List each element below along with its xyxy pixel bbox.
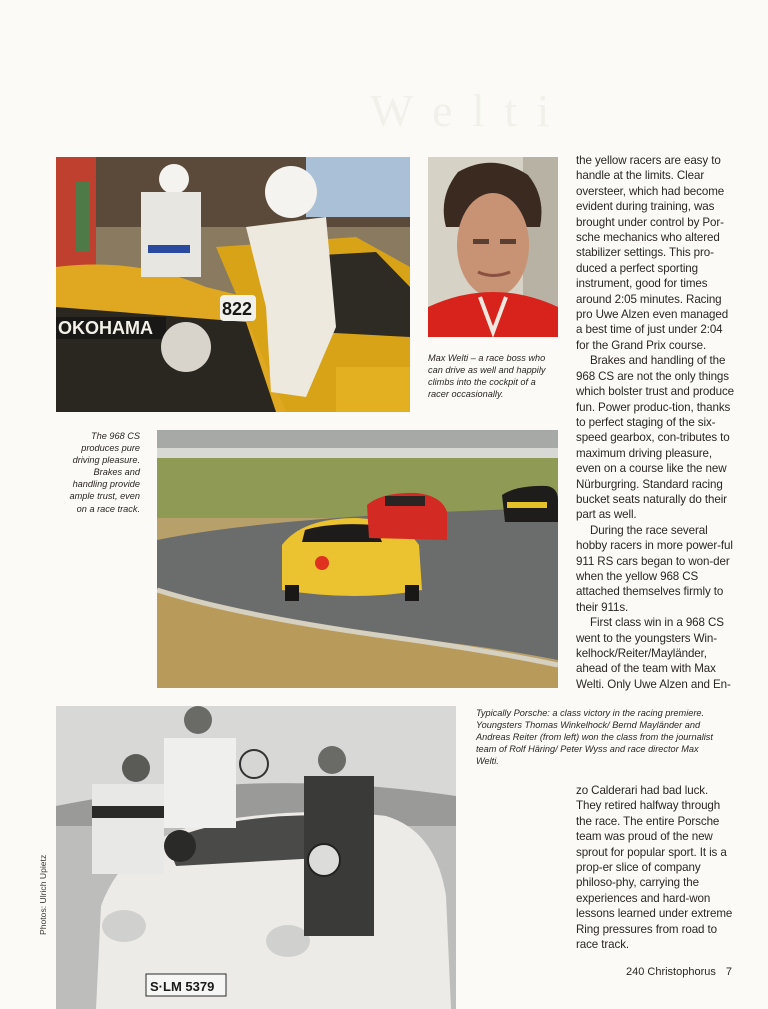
welti-caption: Max Welti – a race boss who can drive as well and happily climbs into the cockpit of a racer occasionally. xyxy=(428,353,546,400)
faded-background-heading: W e l t i xyxy=(370,85,554,136)
article-paragraph: First class win in a 968 CS went to the youngsters Win-kelhock/Reiter/Mayländer, ahead of the team with Max Welti. Only Uwe Alzen and En- xyxy=(576,616,731,691)
winners-caption: Typically Porsche: a class victory in the racing premiere. Youngsters Thomas Winkelhock/ Bernd Mayländer and Andreas Reiter (from left) won the class from the journalist team of Rolf Häring/ Peter Wyss and race director Max Welti. xyxy=(476,708,713,767)
race-track-photo xyxy=(157,430,558,688)
track-caption: The 968 CS produces pure driving pleasure. Brakes and handling provide ample trust, even on a race track. xyxy=(69,431,140,514)
article-paragraph: the yellow racers are easy to handle at the limits. Clear oversteer, which had become evident during training, was brought under control by Por-sche mechanics who altered stabilizer settings. This pro-duced a perfect sporting instrument, good for times around 2:05 minutes. Racing pro Uwe Alzen even managed a best time of just under 2:04 for the Grand Prix course. xyxy=(576,154,729,352)
photo-credit: Photos: Ulrich Upietz xyxy=(38,854,48,935)
article-paragraph: During the race several hobby racers in more power-ful 911 RS cars began to won-der when the yellow 968 CS attached themselves firmly to their 911s. xyxy=(576,523,733,614)
max-welti-portrait xyxy=(428,157,558,337)
article-paragraph: zo Calderari had bad luck. They retired halfway through the race. The entire Porsche team was proud of the new sprout for popular sport. It is a prop-er slice of company philoso-phy, carrying the experiences and hard-won lessons learned under extreme Ring pressures from road to race track. xyxy=(576,784,733,952)
article-column-continued xyxy=(576,783,734,952)
class-winners-photo xyxy=(56,706,456,1009)
page-folio xyxy=(626,966,732,978)
page-number: 7 xyxy=(725,966,732,978)
yokohama-lettering: OKOHAMA xyxy=(58,318,153,338)
pit-lane-photo xyxy=(56,157,410,412)
license-plate: S·LM 5379 xyxy=(150,979,215,994)
race-number: 822 xyxy=(222,299,253,319)
issue-label: 240 Christophorus xyxy=(625,966,716,978)
article-column-right xyxy=(576,153,734,692)
article-paragraph: Brakes and handling of the 968 CS are not the only things which bolster trust and produce fun. Power produc-tion, thanks to perfect staging of the six-speed gearbox, con-tributes to maximum driving pleasure, even on a course like the new Nürburgring. Standard racing bucket seats naturally do their part as well. xyxy=(576,354,735,522)
